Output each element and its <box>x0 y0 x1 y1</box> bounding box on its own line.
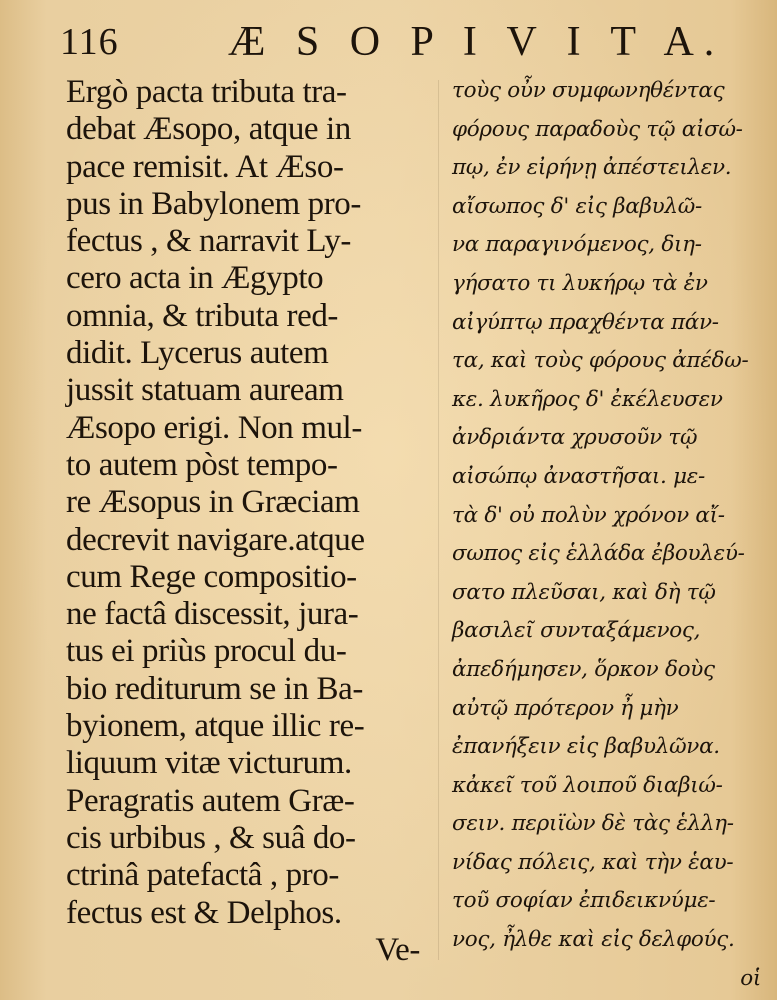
latin-line: debat Æsopo, atque in <box>66 111 351 148</box>
greek-column <box>452 72 767 998</box>
greek-line: σωπος εἰς ἑλλάδα ἐβουλεύ- <box>452 541 745 567</box>
greek-line: βασιλεῖ συνταξάμενος, <box>452 618 701 644</box>
latin-column <box>66 74 426 969</box>
greek-line: ἐπανήξειν εἰς βαβυλῶνα. <box>452 734 720 760</box>
greek-line: τα, καὶ τοὺς φόρους ἀπέδω- <box>452 348 749 374</box>
greek-line: νος, ἦλθε καὶ εἰς δελφούς. <box>452 927 735 953</box>
greek-line: να παραγινόμενος, διη- <box>452 232 702 258</box>
latin-line: tus ei priùs procul du- <box>66 633 347 670</box>
latin-line: ctrinâ patefactâ , pro- <box>66 857 339 894</box>
latin-line: re Æsopus in Græciam <box>66 484 360 521</box>
latin-line: pace remisit. At Æso- <box>66 148 344 185</box>
latin-line: Æsopo erigi. Non mul- <box>66 409 362 446</box>
latin-line: pus in Babylonem pro- <box>66 185 361 222</box>
greek-line: νίδας πόλεις, καὶ τὴν ἑαυ- <box>452 849 734 875</box>
greek-line: πῳ, ἐν εἰρήνῃ ἀπέστειλεν. <box>452 155 732 181</box>
latin-line: didit. Lycerus autem <box>66 335 329 372</box>
greek-line: ἀνδριάντα χρυσοῦν τῷ <box>452 425 698 451</box>
latin-line: omnia, & tributa red- <box>66 297 339 334</box>
greek-line: σατο πλεῦσαι, καὶ δὴ τῷ <box>452 579 716 605</box>
greek-line: τὰ δ' οὐ πολὺν χρόνον αἴ- <box>452 502 725 528</box>
greek-line: γήσατο τι λυκήρῳ τὰ ἐν <box>452 270 708 296</box>
page-header <box>60 14 725 70</box>
latin-line: cum Rege compositio- <box>66 558 357 595</box>
greek-line: αἴσωπος δ' εἰς βαβυλῶ- <box>452 193 702 219</box>
greek-line: τοῦ σοφίαν ἐπιδεικνύμε- <box>452 888 716 914</box>
greek-line: κἀκεῖ τοῦ λοιποῦ διαβιώ- <box>452 772 723 798</box>
latin-line: bio rediturum se in Ba- <box>66 670 363 707</box>
latin-catchword: Ve- <box>375 931 420 968</box>
greek-line: τοὺς οὖν συμφωνηθέντας <box>452 78 725 103</box>
latin-line: cero acta in Ægypto <box>66 260 324 297</box>
running-title: Æ S O P I V I T A. <box>228 19 725 65</box>
latin-line: liquum vitæ victurum. <box>66 745 352 782</box>
latin-line: fectus , & narravit Ly- <box>66 223 351 260</box>
greek-line: αἰγύπτῳ πραχθέντα πάν- <box>452 309 719 335</box>
greek-line: ἀπεδήμησεν, ὅρκον δοὺς <box>452 656 715 682</box>
latin-line: byionem, atque illic re- <box>66 708 365 745</box>
latin-line: fectus est & Delphos. <box>66 894 342 931</box>
page-number: 116 <box>60 21 119 63</box>
greek-catchword: οἱ <box>740 965 761 991</box>
latin-line: ne factâ discessit, jura- <box>66 596 359 633</box>
latin-line: jussit statuam auream <box>66 372 344 409</box>
column-gutter <box>438 80 439 960</box>
greek-line: αἰσώπῳ ἀναστῆσαι. με- <box>452 463 705 489</box>
latin-line: Peragratis autem Græ- <box>66 782 355 819</box>
latin-line: cis urbibus , & suâ do- <box>66 819 356 856</box>
latin-line: decrevit navigare.atque <box>66 521 365 558</box>
greek-line: φόρους παραδοὺς τῷ αἰσώ- <box>452 116 743 142</box>
latin-line: to autem pòst tempo- <box>66 446 338 483</box>
greek-line: σειν. περιϊὼν δὲ τὰς ἑλλη- <box>452 811 734 837</box>
latin-line: Ergò pacta tributa tra- <box>66 74 347 110</box>
greek-line: κε. λυκῆρος δ' ἐκέλευσεν <box>452 386 723 412</box>
greek-line: αὐτῷ πρότερον ἦ μὴν <box>452 695 679 721</box>
